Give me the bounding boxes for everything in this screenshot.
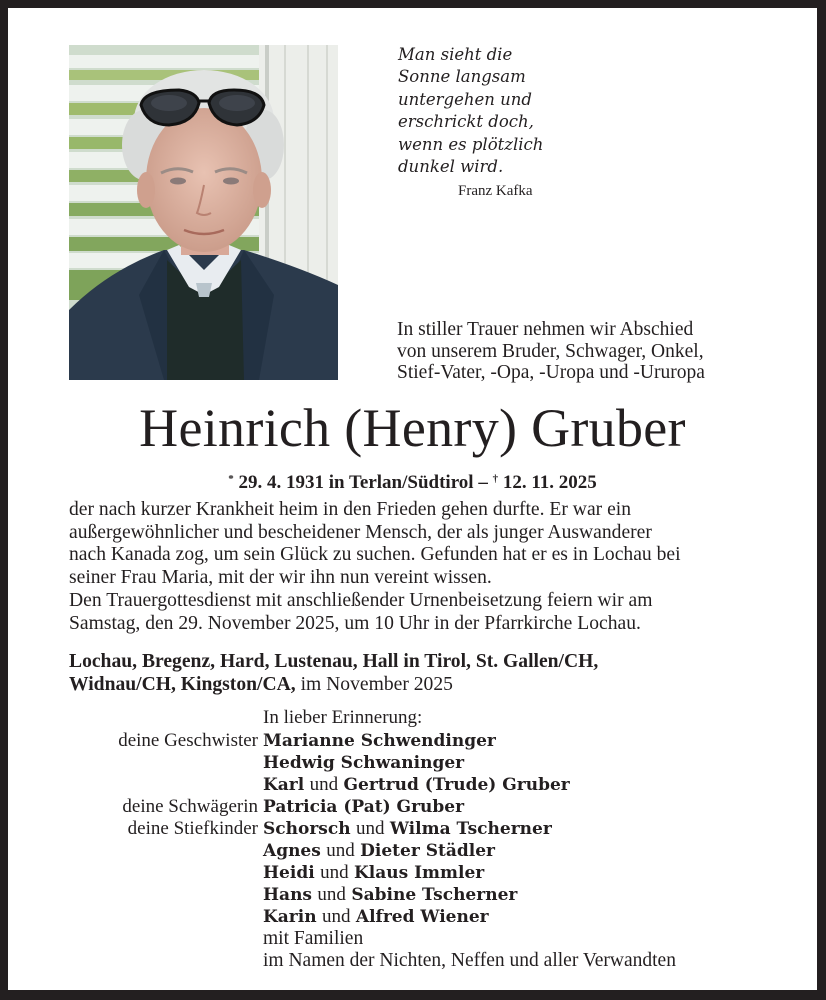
remember-label: In lieber Erinnerung: (263, 707, 423, 728)
closing-row (8, 928, 817, 950)
mourner-name: Dieter Städler (360, 841, 495, 861)
mourner-name: Schorsch (263, 819, 351, 839)
death-cross-icon: † (492, 473, 499, 485)
quote-line: dunkel wird. (398, 157, 504, 177)
mourner-name: Hedwig Schwaninger (263, 753, 465, 773)
conjunction: und (355, 818, 385, 839)
mourner-row (8, 730, 817, 752)
mourner-row (8, 818, 817, 840)
intro-text (397, 319, 705, 384)
mourner-name: Karin (263, 907, 317, 927)
relation-label: deine Stiefkinder (127, 818, 258, 839)
quote-author: Franz Kafka (458, 183, 533, 199)
death-date: 12. 11. 2025 (502, 472, 597, 493)
mourner-row (8, 774, 817, 796)
deceased-name: Heinrich (Henry) Gruber (139, 398, 686, 458)
birth-star-icon: * (228, 473, 234, 485)
date-separator: – (473, 472, 493, 493)
mourners-list (8, 730, 817, 972)
intro-line: Stief-Vater, -Opa, -Uropa und -Ururopa (397, 362, 705, 383)
mourner-row (8, 796, 817, 818)
mourner-name: Heidi (263, 863, 315, 883)
mourner-name: Alfred Wiener (355, 907, 489, 927)
conjunction: und (317, 884, 346, 905)
conjunction: und (326, 840, 355, 861)
mourner-row (8, 906, 817, 928)
closing-line: im Namen der Nichten, Neffen und aller Verwandten (263, 950, 676, 971)
mourner-name: Wilma Tscherner (389, 819, 552, 839)
portrait-image (69, 45, 338, 380)
intro-line: In stiller Trauer nehmen wir Abschied (397, 319, 694, 340)
places-and-date (69, 650, 598, 696)
quote-line: wenn es plötzlich (398, 134, 544, 154)
relation-label: deine Geschwister (118, 730, 258, 751)
mourner-name: Patricia (Pat) Gruber (263, 797, 465, 817)
mourner-name: Karl (263, 775, 305, 795)
mourner-name: Gertrud (Trude) Gruber (343, 775, 570, 795)
relation-label: deine Schwägerin (122, 796, 258, 817)
mourner-row (8, 840, 817, 862)
body-line: der nach kurzer Krankheit heim in den Frieden gehen durfte. Er war ein (69, 499, 631, 520)
closing-line: mit Familien (263, 928, 364, 949)
body-line: Den Trauergottesdienst mit anschließender Urnenbeisetzung feiern wir am (69, 589, 653, 611)
conjunction: und (320, 862, 349, 883)
obituary-body (69, 499, 769, 635)
quote-line: Sonne langsam (398, 67, 526, 87)
mourner-row (8, 884, 817, 906)
intro-line: von unserem Bruder, Schwager, Onkel, (397, 340, 704, 362)
mourner-name: Sabine Tscherner (351, 885, 518, 905)
mourner-name: Marianne Schwendinger (263, 731, 496, 751)
mourner-name: Hans (263, 885, 313, 905)
body-line: außergewöhnlicher und bescheidener Mensch, der als junger Auswanderer (69, 521, 652, 543)
life-dates (8, 467, 817, 495)
closing-row (8, 950, 817, 972)
mourner-name: Klaus Immler (354, 863, 485, 883)
body-line: nach Kanada zog, um sein Glück zu suchen. Gefunden hat er es in Lochau bei (69, 544, 681, 566)
mourner-row (8, 752, 817, 774)
mourner-row (8, 862, 817, 884)
conjunction: und (321, 906, 351, 927)
body-line: seiner Frau Maria, mit der wir ihn nun vereint wissen. (69, 567, 492, 589)
mourner-name: Agnes (263, 841, 321, 861)
places-line: Lochau, Bregenz, Hard, Lustenau, Hall in Tirol, St. Gallen/CH, (69, 651, 599, 672)
body-line: Samstag, den 29. November 2025, um 10 Uhr in der Pfarrkirche Lochau. (69, 612, 641, 634)
quote-line: erschrickt doch, (398, 112, 534, 132)
places-line: Widnau/CH, Kingston/CA, (69, 674, 296, 695)
birth-date: 29. 4. 1931 in Terlan/Südtirol (238, 472, 474, 493)
quote-line: Man sieht die (398, 45, 513, 64)
quote (398, 44, 543, 178)
quote-line: untergehen und (398, 89, 532, 109)
place-date: im November 2025 (295, 674, 453, 695)
conjunction: und (309, 774, 339, 795)
portrait-photo (69, 45, 338, 380)
obituary-page (8, 8, 817, 990)
